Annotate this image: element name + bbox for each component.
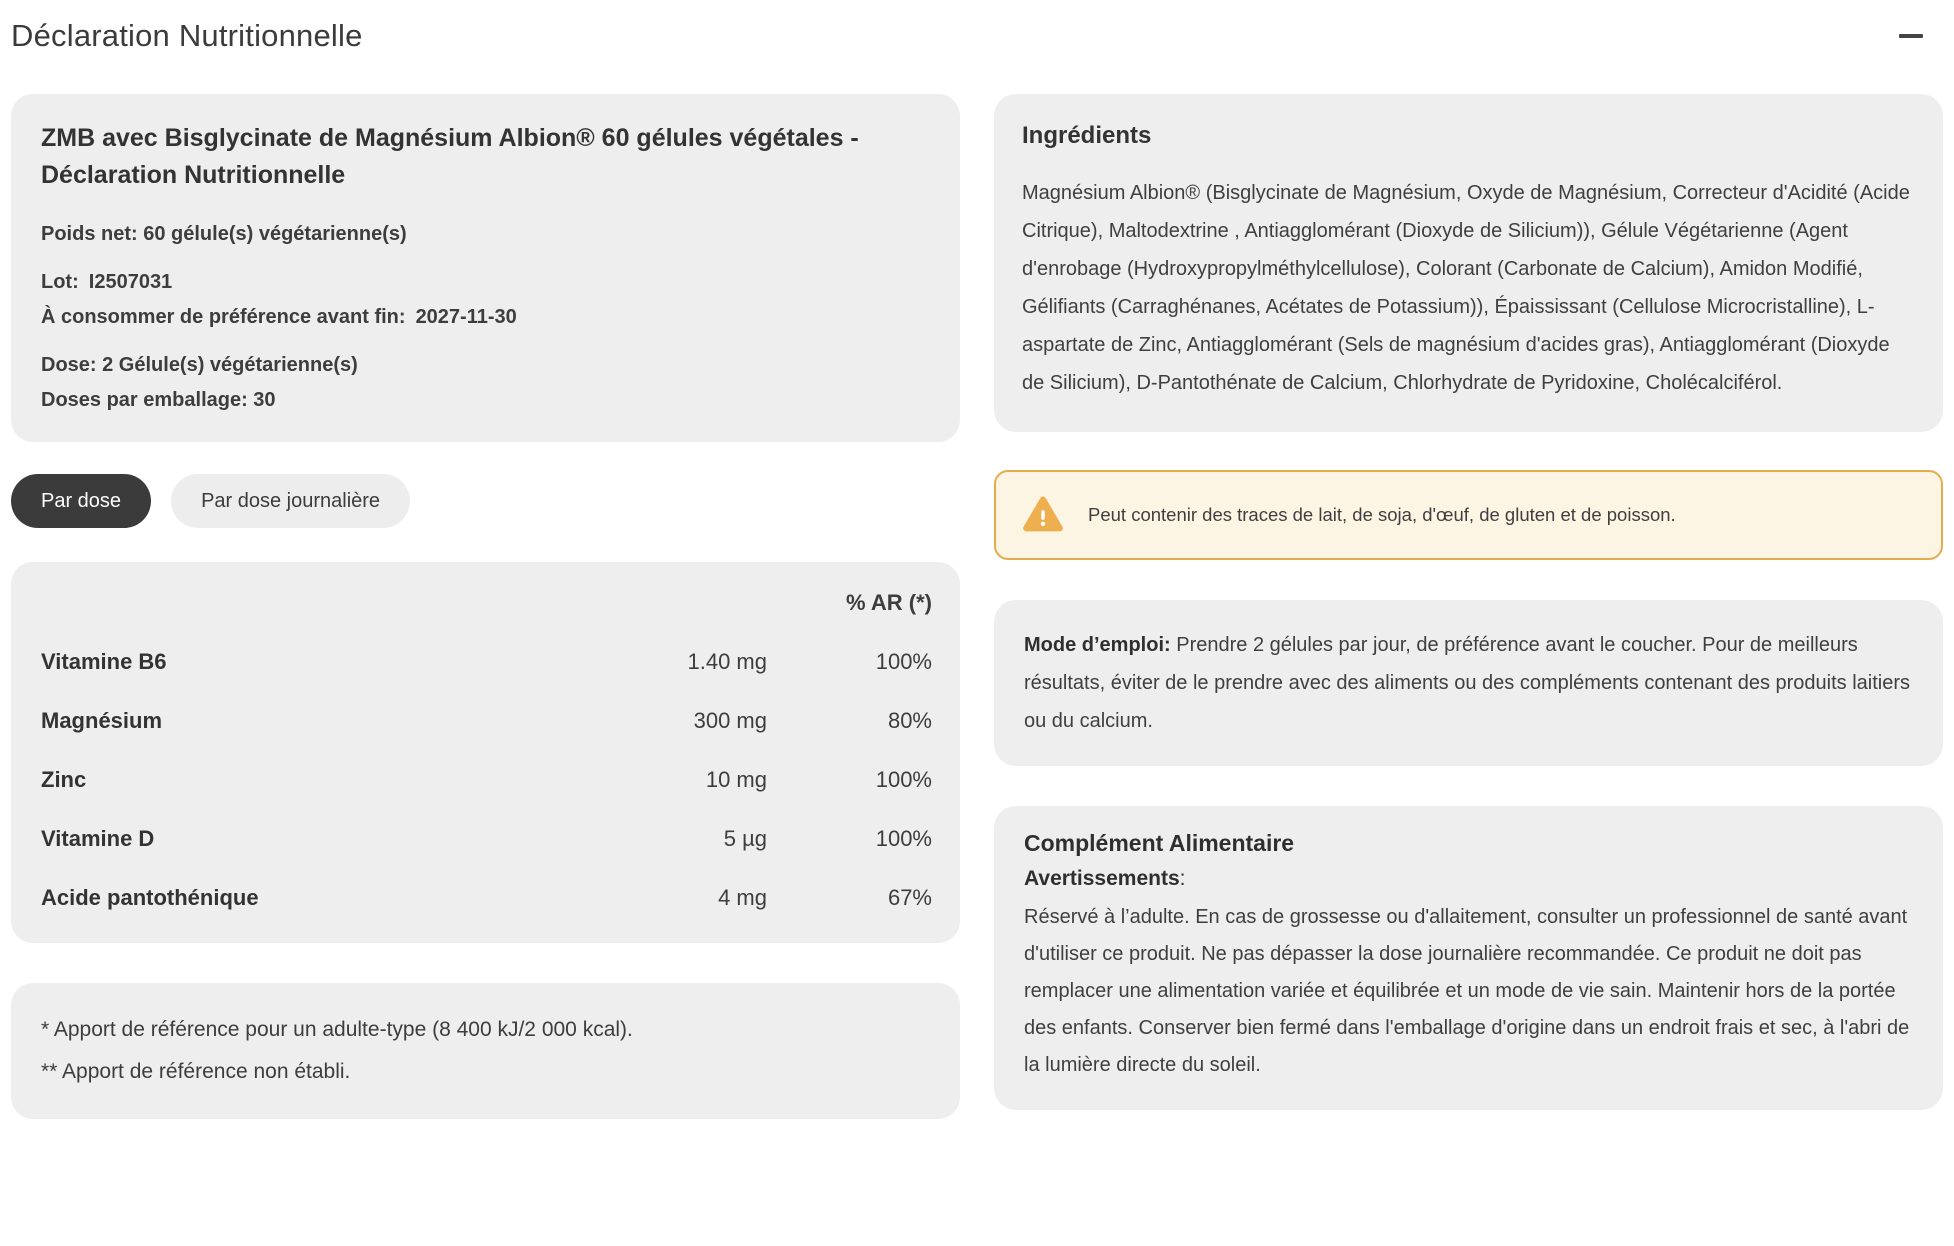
- servings-line: Doses par emballage: 30: [41, 389, 276, 411]
- nutrient-name: Vitamine D: [41, 826, 155, 851]
- lot-label: Lot:: [41, 271, 79, 293]
- dose-line: Dose: 2 Gélule(s) végétarienne(s): [41, 354, 358, 376]
- lot-value: I2507031: [88, 271, 173, 293]
- table-row: [41, 649, 932, 675]
- collapse-section-button[interactable]: [1897, 24, 1925, 48]
- nutrient-amount: 300 mg: [693, 708, 767, 733]
- content-columns: [11, 94, 1943, 1119]
- warning-triangle-icon: [1022, 494, 1064, 536]
- nutrient-name: Acide pantothénique: [41, 885, 259, 910]
- ingredients-card: [994, 94, 1943, 432]
- page-title: Déclaration Nutritionnelle: [11, 18, 363, 53]
- nutrient-dv: 100%: [875, 767, 932, 792]
- nutrient-amount: 5 µg: [723, 826, 767, 851]
- allergen-warning-banner: [994, 470, 1943, 560]
- tab-per-dose[interactable]: Par dose: [11, 474, 151, 528]
- best-before-label: À consommer de préférence avant fin:: [41, 306, 406, 328]
- product-title: ZMB avec Bisglycinate de Magnésium Albion® 60 gélules végétales - Déclaration Nutritionnelle: [41, 124, 859, 189]
- footnote-reference-intake: * Apport de référence pour un adulte-type (8 400 kJ/2 000 kcal).: [41, 1018, 633, 1041]
- minus-icon: [1899, 34, 1923, 38]
- nutrient-amount: 1.40 mg: [687, 649, 767, 674]
- right-column: [994, 94, 1943, 1110]
- allergen-warning-text: Peut contenir des traces de lait, de soja, d'œuf, de gluten et de poisson.: [1088, 504, 1676, 526]
- warnings-label-line: [1024, 867, 1913, 891]
- nutrient-name: Zinc: [41, 767, 87, 792]
- usage-instructions-card: [994, 600, 1943, 766]
- nutrient-name: Vitamine B6: [41, 649, 167, 674]
- nutrient-dv: 67%: [887, 885, 932, 910]
- usage-text: Prendre 2 gélules par jour, de préférence avant le coucher. Pour de meilleurs résultats, éviter de le prendre avec des aliments ou des compléments contenant des produits laitiers ou du calcium.: [1024, 634, 1911, 732]
- tab-per-daily-dose[interactable]: Par dose journalière: [171, 474, 410, 528]
- table-row: [41, 708, 932, 734]
- nutrient-dv: 80%: [887, 708, 932, 733]
- section-header: [11, 14, 1943, 54]
- reference-footnotes-card: [11, 983, 960, 1119]
- table-row: [41, 826, 932, 852]
- usage-instructions: [1024, 626, 1913, 740]
- nutrient-amount: 4 mg: [718, 885, 767, 910]
- nutrient-dv: 100%: [875, 649, 932, 674]
- dv-column-header: % AR (*): [846, 590, 932, 615]
- dose-toggle-tabs: [11, 474, 960, 528]
- lot-line: [41, 268, 930, 296]
- best-before-value: 2027-11-30: [415, 306, 517, 328]
- product-info-card: [11, 94, 960, 442]
- supplement-heading: Complément Alimentaire: [1024, 830, 1295, 856]
- nutrient-dv: 100%: [875, 826, 932, 851]
- nutrition-table-header: [41, 590, 932, 616]
- warnings-text: Réservé à l’adulte. En cas de grossesse ou d'allaitement, consulter un professionnel de santé avant d'utiliser ce produit. Ne pas dépasser la dose journalière recommandée. Ce produit ne doit pas remplacer une alimentation variée et équilibrée et un mode de vie sain. Maintenir hors de la portée des enfants. Conserver bien fermé dans l'emballage d'origine dans un endroit frais et sec, à l'abri de la lumière directe du soleil.: [1024, 906, 1910, 1076]
- nutrient-amount: 10 mg: [705, 767, 767, 792]
- supplement-warnings-card: [994, 806, 1943, 1110]
- warnings-label: Avertissements: [1024, 867, 1180, 890]
- best-before-line: [41, 303, 930, 331]
- net-weight-line: Poids net: 60 gélule(s) végétarienne(s): [41, 223, 407, 245]
- table-row: [41, 885, 932, 911]
- table-row: [41, 767, 932, 793]
- left-column: [11, 94, 960, 1119]
- usage-label: Mode d’emploi:: [1024, 634, 1171, 656]
- ingredients-text: Magnésium Albion® (Bisglycinate de Magnésium, Oxyde de Magnésium, Correcteur d'Acidité (Acide Citrique), Maltodextrine , Antiagglomérant (Dioxyde de Silicium)), Gélule Végétarienne (Agent d'enrobage (Hydroxypropylméthylcellulose), Colorant (Carbonate de Calcium), Amidon Modifié, Gélifiants (Carraghénanes, Acétates de Potassium)), Épaississant (Cellulose Microcristalline), L-aspartate de Zinc, Antiagglomérant (Sels de magnésium d'acides gras), Antiagglomérant (Dioxyde de Silicium), D-Pantothénate de Calcium, Chlorhydrate de Pyridoxine, Cholécalciférol.: [1022, 182, 1910, 394]
- warnings-colon: :: [1179, 867, 1186, 890]
- nutrient-name: Magnésium: [41, 708, 163, 733]
- nutrition-table-card: [11, 562, 960, 943]
- ingredients-heading: Ingrédients: [1022, 122, 1152, 149]
- footnote-no-reference: ** Apport de référence non établi.: [41, 1060, 351, 1083]
